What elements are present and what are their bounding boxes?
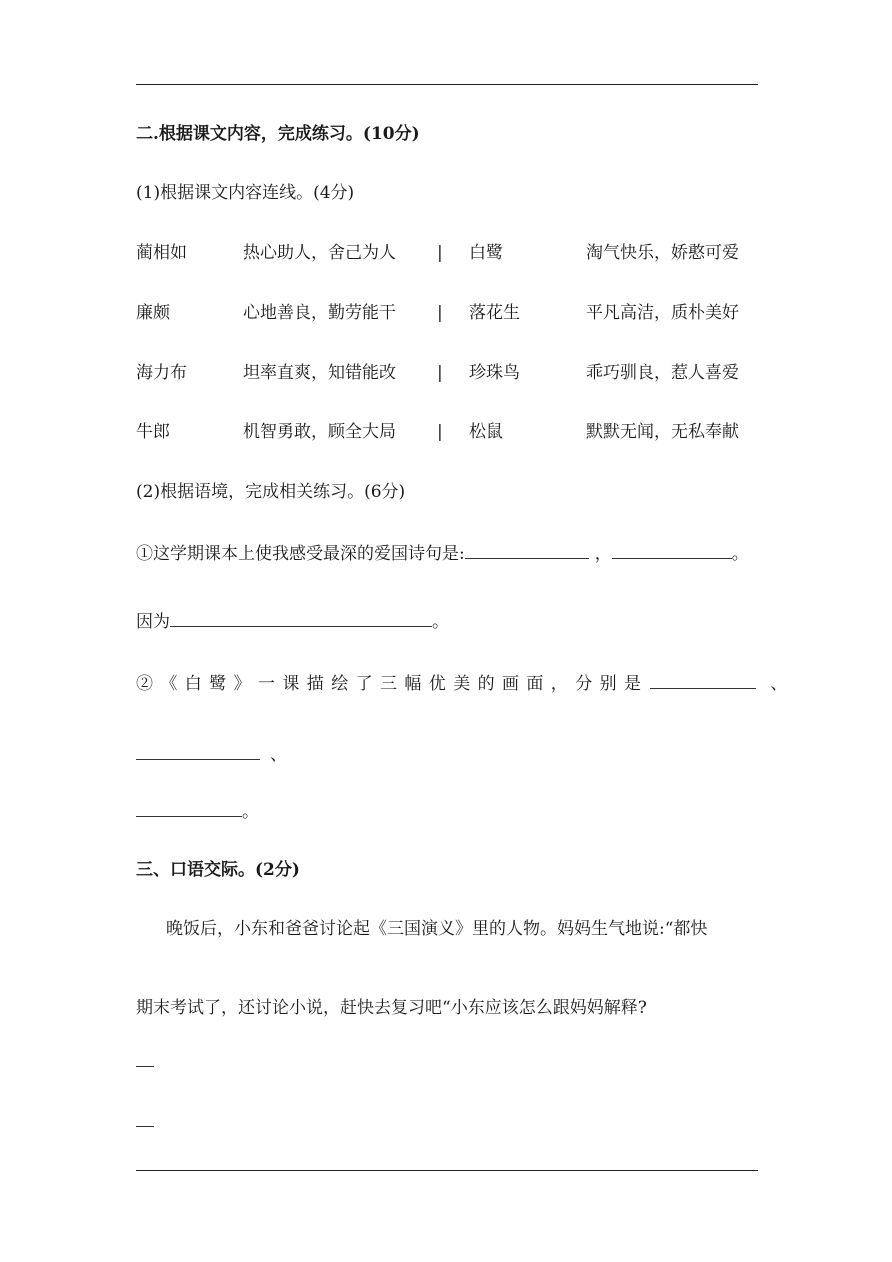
question-1-comma: ， bbox=[594, 544, 612, 564]
question-1-end: 。 bbox=[731, 544, 749, 564]
question-1-reason bbox=[136, 610, 449, 634]
answer-blank-poem-1[interactable] bbox=[465, 542, 589, 559]
row-item: 松鼠 bbox=[469, 422, 503, 442]
row-item: 落花生 bbox=[469, 303, 520, 323]
question-2-end: 。 bbox=[242, 802, 259, 822]
row-item: 白鹭 bbox=[469, 243, 503, 263]
question-2-line3 bbox=[136, 800, 259, 824]
question-2-prefix: ②《白鹭》一课描绘了三幅优美的画面，分别是 bbox=[136, 674, 649, 694]
because-label: 因为 bbox=[136, 612, 170, 632]
part1-title: (1)根据课文内容连线。(4分) bbox=[136, 183, 355, 203]
row-name: 海力布 bbox=[136, 363, 187, 383]
row-item: 珍珠鸟 bbox=[469, 363, 520, 383]
answer-blank-scene-2[interactable] bbox=[136, 743, 260, 760]
because-end: 。 bbox=[432, 612, 449, 632]
row-desc: 淘气快乐，娇憨可爱 bbox=[586, 243, 739, 263]
section3-paragraph-line1: 晚饭后，小东和爸爸讨论起《三国演义》里的人物。妈妈生气地说:“都快 bbox=[166, 919, 708, 939]
answer-blank-poem-2[interactable] bbox=[612, 542, 732, 559]
row-name: 廉颇 bbox=[136, 303, 170, 323]
row-trait: 坦率直爽，知错能改 bbox=[243, 363, 396, 383]
answer-blank-scene-1[interactable] bbox=[650, 672, 756, 689]
section2-heading: 二.根据课文内容，完成练习。(10分) bbox=[136, 124, 420, 144]
answer-blank-scene-3[interactable] bbox=[136, 800, 242, 817]
row-separator: | bbox=[437, 422, 443, 442]
row-desc: 乖巧驯良，惹人喜爱 bbox=[586, 363, 739, 383]
question-2 bbox=[136, 672, 787, 696]
row-separator: | bbox=[437, 303, 443, 323]
row-separator: | bbox=[437, 363, 443, 383]
section3-paragraph-line2: 期末考试了，还讨论小说，赶快去复习吧“小东应该怎么跟妈妈解释? bbox=[136, 998, 647, 1018]
row-separator: | bbox=[437, 243, 443, 263]
header-rule bbox=[136, 84, 758, 85]
row-name: 牛郎 bbox=[136, 422, 170, 442]
row-trait: 热心助人，舍己为人 bbox=[243, 243, 396, 263]
answer-blank-reason[interactable] bbox=[170, 610, 432, 627]
answer-line-1[interactable] bbox=[136, 1066, 154, 1067]
row-trait: 机智勇敢，顾全大局 bbox=[243, 422, 396, 442]
row-name: 蔺相如 bbox=[136, 243, 187, 263]
section3-heading: 三、口语交际。(2分) bbox=[136, 860, 300, 880]
question-2-sep: 、 bbox=[770, 674, 788, 694]
question-2-sep2: 、 bbox=[270, 745, 287, 765]
row-desc: 默默无闻，无私奉献 bbox=[586, 422, 739, 442]
question-1-prefix: ①这学期课本上使我感受最深的爱国诗句是: bbox=[136, 544, 465, 564]
question-2-line2 bbox=[136, 743, 287, 767]
row-desc: 平凡高洁，质朴美好 bbox=[586, 303, 739, 323]
row-trait: 心地善良，勤劳能干 bbox=[243, 303, 396, 323]
part2-title: (2)根据语境，完成相关练习。(6分) bbox=[136, 482, 406, 502]
footer-rule bbox=[136, 1170, 758, 1171]
answer-line-2[interactable] bbox=[136, 1126, 154, 1127]
question-1 bbox=[136, 542, 749, 566]
